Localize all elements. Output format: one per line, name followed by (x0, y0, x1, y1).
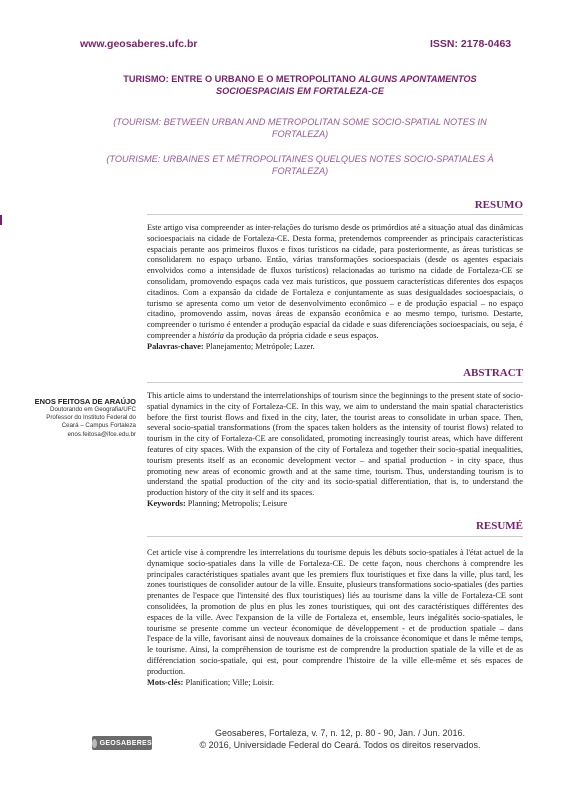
keywords-value: Planning; Metropolis; Leisure (185, 498, 288, 508)
globe-icon (92, 739, 97, 748)
author-line: Ceará – Campus Fortaleza (61, 422, 136, 430)
resumo-block (147, 223, 523, 353)
abstract-text: This article aims to understand the interrelationships of tourism since the beginnings to the present state of socio-spatial dynamics in the city of Fortaleza-CE. In this way, we aim to understand the main spatial characteristics before the first tourist flows and fixed in the city, later, the tourist areas to consolidate in urban space. Then, several socio-spatial transformations (from the spaces taken holders as the intensity of tourist flows) related to tourism in the city of Fortaleza-CE are consolidated, promoting increasingly tourist areas, which have different features of city spaces. With the expansion of the city of Fortaleza and together their socio-spatial inequalities, tourism presents itself as an economic development vector – and spatial production - in city space, thus promoting new areas of economic growth and at the same time, tourism. Thus, understanding tourism is to understand the spatial production of the city and its socio-spatial differentiation, that is, to understand the production history of the city it self and its spaces. (147, 391, 523, 498)
title-italic: ALGUNS APONTAMENTOS SOCIOESPACIAIS EM FORTALEZA-CE (216, 74, 477, 96)
abstract-block (147, 391, 523, 510)
author-info (32, 397, 136, 439)
resume-keywords (147, 678, 523, 689)
footer-citation: Geosaberes, Fortaleza, v. 7, n. 12, p. 80 - 90, Jan. / Jun. 2016. (215, 728, 465, 738)
resumo-text-end: da produção da própria cidade e seus espaços. (223, 330, 379, 340)
resume-text: Cet article vise à comprendre les interrelations du tourisme depuis les débuts socio-spatiales à l'état actuel de la dynamique socio-spatiales dans la ville de Fortaleza-CE. De cette façon, nous cherchons à comprendre les principales caractéristiques spatiales avant que les premiers flux touristiques et fixe dans la ville, plus tard, les zones touristiques de consolider autour de la ville. Ensuite, plusieurs transformations socio-spatiales (des parties prenantes de l'espace que l'intensité des flux touristiques) liés au tourisme dans la ville de Fortaleza-CE sont consolidées, la promotion de plus en plus les zones touristiques, qui ont des caractéristiques différentes des espaces de la ville. Avec l'expansion de la ville de Fortaleza et, ensemble, leurs inégalités socio-spatiales, le tourisme se presente comme un vecteur économique de développement - et de production spatiale – dans l'espace de la ville, favorisant ainsi de nouveaux domaines de la croissance économique et dans le même temps, le tourisme. Ainsi, la compréhension de tourisme est de comprendre la production spatiale de la ville et de as différenciation socio-spatiale, qui est, pour comprendre l'histoire de la ville elle-même et sés espaces de production. (147, 548, 523, 676)
title-french: (TOURISME: URBAINES ET MÉTROPOLITAINES QUELQUES NOTES SOCIO-SPATIALES À FORTALEZA) (106, 154, 494, 176)
keywords-label: Keywords: (147, 498, 186, 508)
keywords-value: Planification; Ville; Loisir. (183, 677, 275, 687)
resumo-italic-word: história (198, 330, 224, 340)
heading-resume: RESUMÉ (475, 520, 523, 532)
author-name: ENOS FEITOSA DE ARAÚJO (34, 397, 136, 406)
resumo-text: Este artigo visa compreender as inter-relações do turismo desde os primórdios até a situação atual das dinâmicas socioespaciais na cidade de Fortaleza-CE. Desta forma, pretendemos compreender as principais características espaciais perante aos primeiros fluxos e fixos turísticos na cidade, para posteriormente, as áreas turísticas se consolidarem no espaço urbano. Então, várias transformações socioespaciais (desde os agentes espaciais envolvidos como a intensidade de fluxos turísticos) relacionadas ao turismo na cidade de Fortaleza-CE se consolidam, promovendo espaços cada vez mais turísticos, que possuem características diferentes dos espaços citadinos. Com a expansão da cidade de Fortaleza e conjuntamente as suas desigualdades socioespaciais, o turismo se apresenta como um vetor de desenvolvimento econômico – e de produção espacial – no espaço citadino, promovendo assim, novas áreas de expansão econômica e ao mesmo tempo, turismo. Destarte, compreender o turismo é entender a produção espacial da cidade e suas diferenciações socioespaciais, ou seja, é compreender a (147, 223, 523, 340)
title-portuguese (95, 73, 505, 97)
margin-marker (0, 215, 2, 225)
divider (147, 536, 523, 537)
keywords-value: Planejamento; Metrópole; Lazer. (203, 341, 315, 351)
page-footer (140, 727, 540, 751)
logo-text: GEOSABERES (99, 739, 152, 747)
resumo-keywords (147, 342, 523, 353)
heading-resumo: RESUMO (474, 199, 523, 211)
divider (147, 382, 523, 383)
author-line: Professor do Instituto Federal do (46, 414, 136, 422)
author-line: Doutorando em Geografia/UFC (50, 406, 136, 413)
resume-block (147, 548, 523, 688)
footer-copyright: © 2016, Universidade Federal do Ceará. Todos os direitos reservados. (199, 740, 481, 750)
issn-label: ISSN: 2178-0463 (430, 38, 512, 50)
title-english: (TOURISM: BETWEEN URBAN AND METROPOLITAN SOME SOCIO-SPATIAL NOTES IN FORTALEZA) (113, 117, 487, 139)
title-main: TURISMO: ENTRE O URBANO E O METROPOLITANO (123, 74, 356, 84)
keywords-label: Palavras-chave: (147, 341, 204, 351)
abstract-keywords (147, 499, 523, 510)
author-email[interactable]: enos.feitosa@ifce.edu.br (67, 430, 136, 438)
divider (147, 214, 523, 215)
journal-website[interactable]: www.geosaberes.ufc.br (80, 38, 198, 50)
keywords-label: Mots-clés: (147, 677, 184, 687)
heading-abstract: ABSTRACT (463, 367, 523, 379)
